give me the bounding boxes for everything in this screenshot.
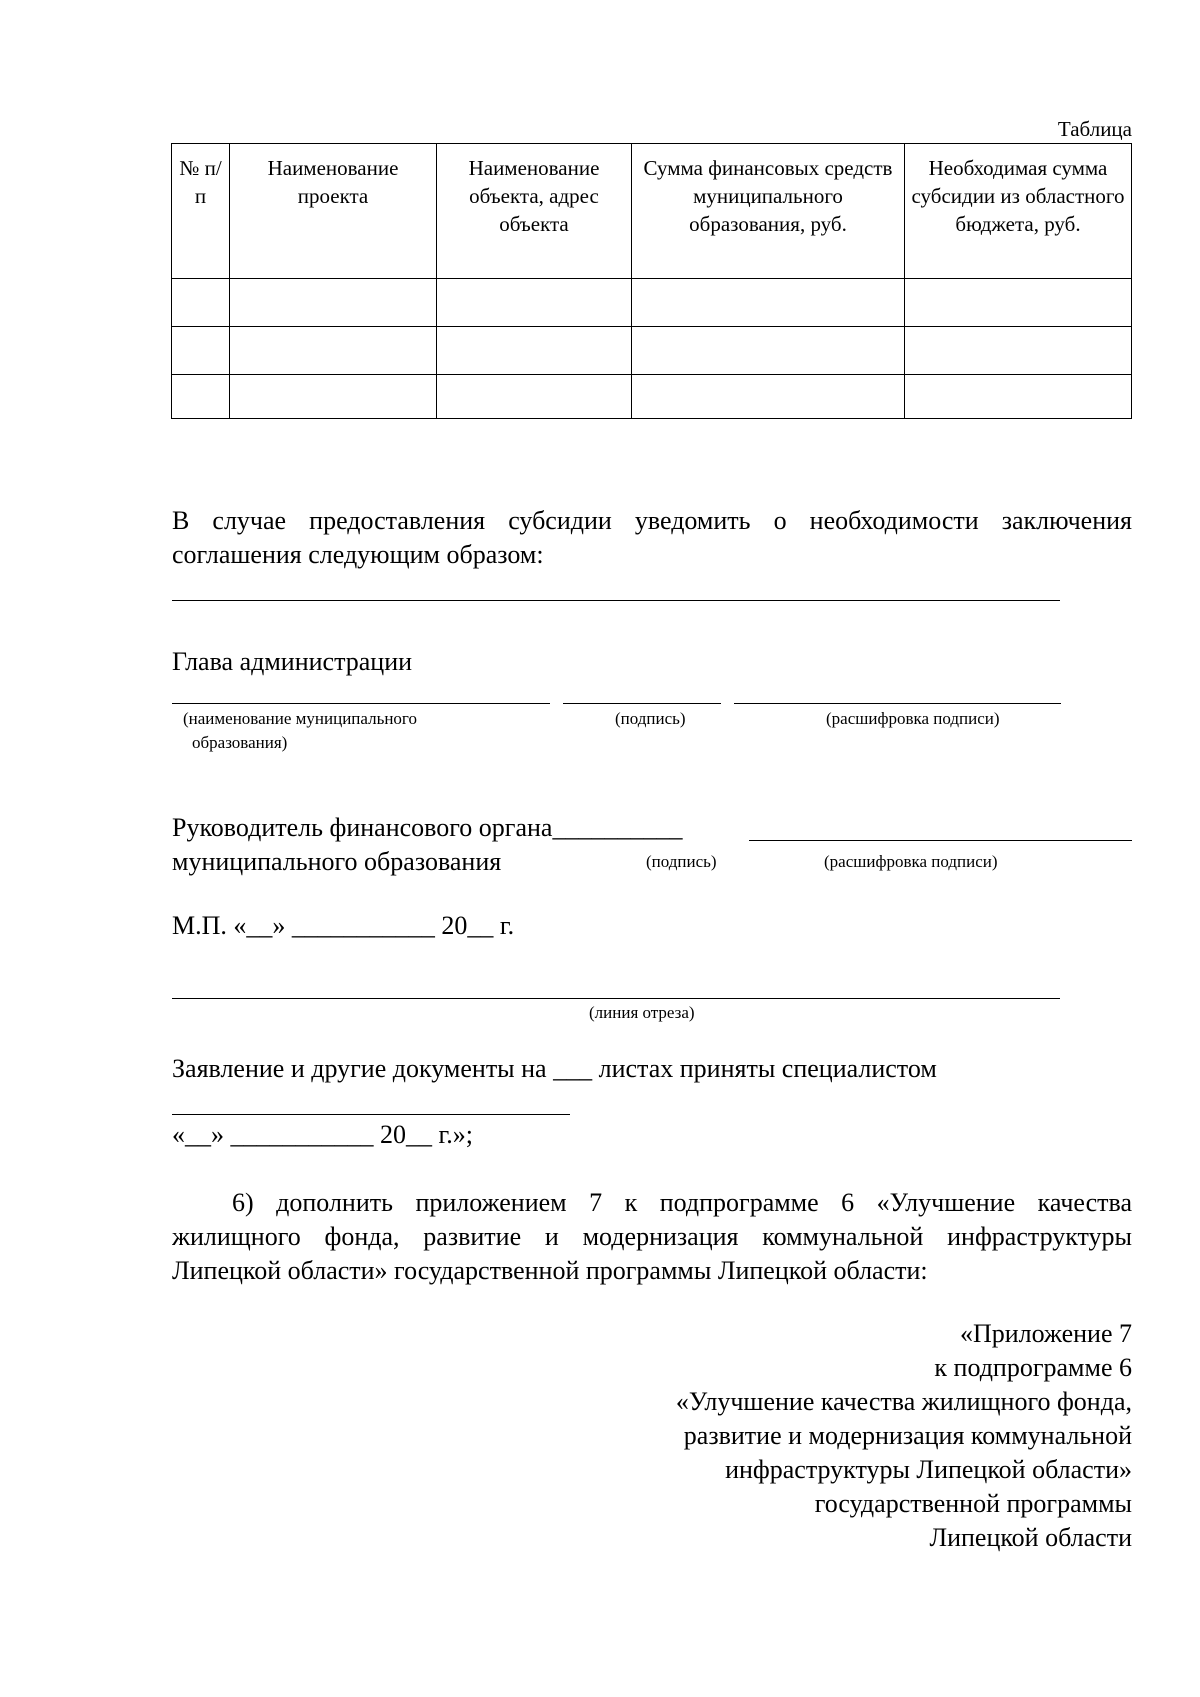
header-object-name: Наименование объекта, адрес объекта [437, 144, 632, 279]
table-cell [172, 327, 230, 375]
receipt-line-1: Заявление и другие документы на ___ листах приняты специалистом [172, 1054, 937, 1083]
finance-head-caption-decoding: (расшифровка подписи) [824, 852, 998, 871]
head-admin-caption-name-2: образования) [192, 733, 288, 752]
notice-line-2: соглашения следующим образом: [172, 540, 544, 569]
header-required-subsidy: Необходимая сумма субсидии из областного бюджета, руб. [905, 144, 1132, 279]
table-cell [172, 279, 230, 327]
table-cell [905, 327, 1132, 375]
appendix-line: инфраструктуры Липецкой области» [725, 1455, 1132, 1484]
table-row [172, 279, 1132, 327]
head-admin-caption-decoding: (расшифровка подписи) [826, 709, 1000, 728]
subsidy-table [171, 143, 1132, 419]
appendix-line: к подпрограмме 6 [934, 1353, 1132, 1382]
cut-line [172, 998, 1060, 999]
head-admin-caption-signature: (подпись) [615, 709, 686, 728]
table-caption: Таблица [1057, 117, 1132, 141]
appendix-line: «Улучшение качества жилищного фонда, [675, 1387, 1132, 1416]
finance-head-caption-signature: (подпись) [646, 852, 717, 871]
table-cell [632, 279, 905, 327]
table-cell [905, 279, 1132, 327]
appendix-line: государственной программы [814, 1489, 1132, 1518]
amendment-line-1: 6) дополнить приложением 7 к подпрограмме 6 «Улучшение качества [232, 1188, 1132, 1217]
appendix-line: «Приложение 7 [959, 1319, 1132, 1348]
amendment-line-2: жилищного фонда, развитие и модернизация коммунальной инфраструктуры [172, 1222, 1132, 1251]
table-header-row [172, 144, 1132, 279]
head-admin-name-line [172, 703, 550, 704]
finance-head-line-2: муниципального образования [172, 847, 502, 876]
amendment-line-3: Липецкой области» государственной программы Липецкой области: [172, 1256, 928, 1285]
table-cell [230, 279, 437, 327]
head-admin-title: Глава администрации [172, 647, 413, 676]
table-row [172, 375, 1132, 419]
header-project-name: Наименование проекта [230, 144, 437, 279]
receipt-specialist-line [172, 1114, 570, 1115]
notice-line-1: В случае предоставления субсидии уведомить о необходимости заключения [172, 506, 1132, 535]
table-cell [632, 327, 905, 375]
head-admin-caption-name-1: (наименование муниципального [183, 709, 417, 728]
stamp-date-line: М.П. «__» ___________ 20__ г. [172, 911, 515, 940]
table-cell [905, 375, 1132, 419]
finance-head-decoding-line [749, 840, 1132, 841]
table-cell [437, 327, 632, 375]
finance-head-line-1: Руководитель финансового органа__________ [172, 813, 683, 842]
appendix-line: Липецкой области [929, 1523, 1132, 1552]
table-cell [230, 375, 437, 419]
head-admin-signature-line [563, 703, 721, 704]
table-cell [437, 375, 632, 419]
notice-blank-line [172, 600, 1060, 601]
table-row [172, 327, 1132, 375]
header-municipal-funds: Сумма финансовых средств муниципального образования, руб. [632, 144, 905, 279]
head-admin-decoding-line [734, 703, 1061, 704]
table-cell [437, 279, 632, 327]
receipt-date-line: «__» ___________ 20__ г.»; [172, 1120, 473, 1149]
table-cell [172, 375, 230, 419]
table-cell [230, 327, 437, 375]
appendix-line: развитие и модернизация коммунальной [683, 1421, 1132, 1450]
header-number: № п/п [172, 144, 230, 279]
appendix-block [560, 1317, 1132, 1555]
table-cell [632, 375, 905, 419]
cut-line-caption: (линия отреза) [589, 1003, 695, 1022]
